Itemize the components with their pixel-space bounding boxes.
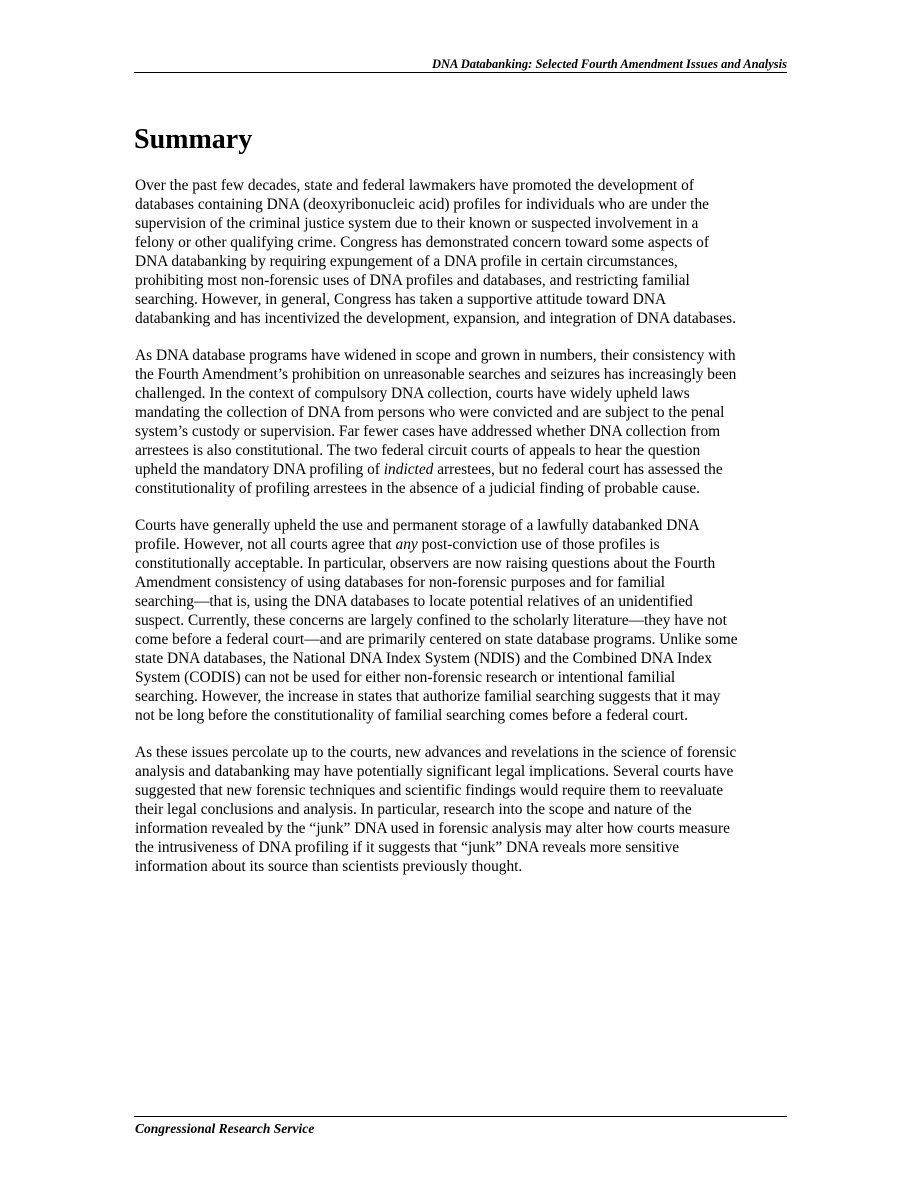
- text-line: state DNA databases, the National DNA Index System (NDIS) and the Combined DNA Index: [135, 650, 713, 667]
- text-line: As these issues percolate up to the courts, new advances and revelations in the science of forensic: [135, 744, 737, 761]
- text-line-with-emphasis: [135, 535, 787, 554]
- text-line: system’s custody or supervision. Far fewer cases have addressed whether DNA collection from: [135, 423, 721, 440]
- text-line: information about its source than scientists previously thought.: [135, 858, 523, 875]
- text-line: the Fourth Amendment’s prohibition on unreasonable searches and seizures has increasingly been: [135, 366, 737, 383]
- text-line: constitutionally acceptable. In particular, observers are now raising questions about the Fourth: [135, 555, 716, 572]
- line-text-after: arrestees, but no federal court has assessed the: [433, 461, 723, 478]
- text-line: analysis and databanking may have potentially significant legal implications. Several courts have: [135, 763, 734, 780]
- header-rule: [134, 72, 787, 73]
- line-text-before: profile. However, not all courts agree that: [135, 536, 396, 553]
- text-line: Courts have generally upheld the use and permanent storage of a lawfully databanked DNA: [135, 517, 700, 534]
- text-line: constitutionality of profiling arrestees in the absence of a judicial finding of probable cause.: [135, 480, 700, 497]
- text-line: information revealed by the “junk” DNA used in forensic analysis may alter how courts measure: [135, 820, 730, 837]
- text-line: Over the past few decades, state and federal lawmakers have promoted the development of: [135, 177, 694, 194]
- emphasized-word: any: [395, 536, 418, 553]
- running-footer: Congressional Research Service: [135, 1121, 315, 1136]
- text-line: searching—that is, using the DNA databases to locate potential relatives of an unidentified: [135, 593, 693, 610]
- text-line: searching. However, in general, Congress has taken a supportive attitude toward DNA: [135, 291, 667, 308]
- text-line: the intrusiveness of DNA profiling if it suggests that “junk” DNA reveals more sensitive: [135, 839, 680, 856]
- text-line: mandating the collection of DNA from persons who were convicted and are subject to the penal: [135, 404, 725, 421]
- text-line: challenged. In the context of compulsory DNA collection, courts have widely upheld laws: [135, 385, 690, 402]
- text-line: searching. However, the increase in states that authorize familial searching suggests that it may: [135, 688, 721, 705]
- line-text-after: post-conviction use of those profiles is: [417, 536, 660, 553]
- text-line: System (CODIS) can not be used for either non-forensic research or intentional familial: [135, 669, 676, 686]
- text-line: arrestees is also constitutional. The two federal circuit courts of appeals to hear the question: [135, 442, 701, 459]
- section-heading: Summary: [134, 124, 253, 155]
- paragraph-3: [135, 516, 787, 725]
- text-line: Amendment consistency of using databases for non-forensic purposes and for familial: [135, 574, 665, 591]
- text-line: databanking and has incentivized the development, expansion, and integration of DNA databases.: [135, 310, 736, 327]
- paragraph-4: [135, 743, 787, 876]
- line-text-before: upheld the mandatory DNA profiling of: [135, 461, 384, 478]
- text-line: their legal conclusions and analysis. In particular, research into the scope and nature of the: [135, 801, 692, 818]
- footer-rule: [134, 1116, 787, 1117]
- text-line: supervision of the criminal justice system due to their known or suspected involvement in a: [135, 215, 699, 232]
- text-line: As DNA database programs have widened in scope and grown in numbers, their consistency with: [135, 347, 736, 364]
- text-line-with-emphasis: [135, 460, 787, 479]
- paragraph-2: [135, 346, 787, 498]
- text-line: prohibiting most non-forensic uses of DNA profiles and databases, and restricting familial: [135, 272, 690, 289]
- paragraph-1: [135, 176, 787, 328]
- text-line: suggested that new forensic techniques and scientific findings would require them to reevaluate: [135, 782, 724, 799]
- text-line: come before a federal court—and are primarily centered on state database programs. Unlike some: [135, 631, 738, 648]
- text-line: not be long before the constitutionality of familial searching comes before a federal court.: [135, 707, 689, 724]
- text-line: databases containing DNA (deoxyribonucleic acid) profiles for individuals who are under the: [135, 196, 709, 213]
- running-header: DNA Databanking: Selected Fourth Amendment Issues and Analysis: [431, 57, 787, 71]
- summary-body: [135, 176, 787, 894]
- text-line: felony or other qualifying crime. Congress has demonstrated concern toward some aspects of: [135, 234, 709, 251]
- text-line: DNA databanking by requiring expungement of a DNA profile in certain circumstances,: [135, 253, 678, 270]
- emphasized-word: indicted: [383, 461, 434, 478]
- text-line: suspect. Currently, these concerns are largely confined to the scholarly literature—they have not: [135, 612, 727, 629]
